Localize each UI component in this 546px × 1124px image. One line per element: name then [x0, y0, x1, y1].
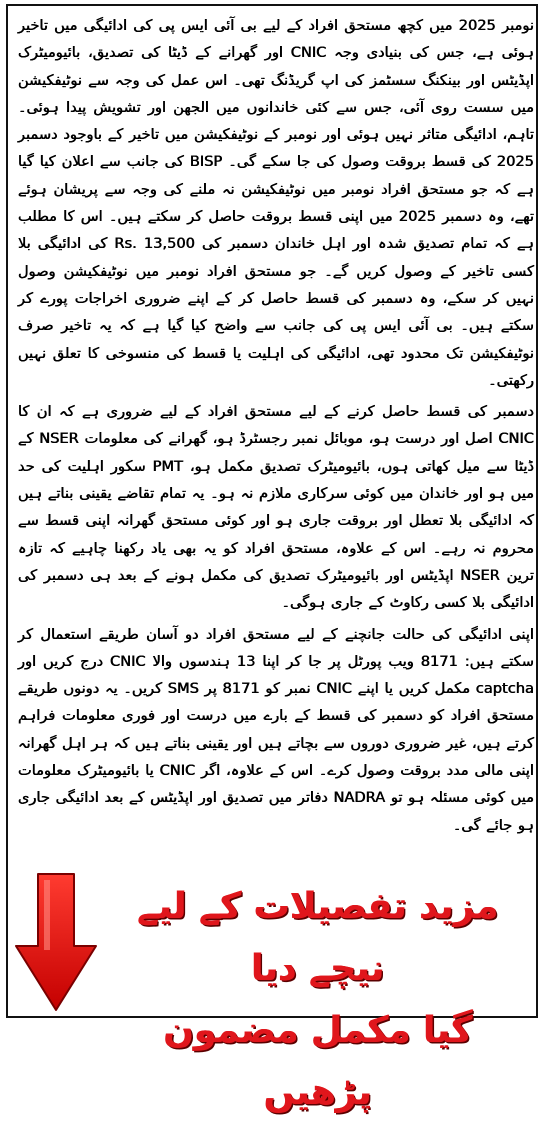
- down-arrow-icon: [14, 872, 98, 1012]
- read-more-line-2[interactable]: گیا مکمل مضمون پڑھیں: [163, 1010, 473, 1113]
- article-paragraph-2: دسمبر کی قسط حاصل کرنے کے لیے مستحق افراد کے لیے ضروری ہے کہ ان کا CNIC اصل اور درست ہو، موبائل نمبر رجسٹرڈ ہو، گھرانے کی معلومات NSER کے ڈیٹا سے میل کھاتی ہوں، بائیومیٹرک تصدیق مکمل ہو، PMT سکور اہلیت کی حد میں ہو اور خاندان میں کوئی سرکاری ملازم نہ ہو۔ یہ تمام تقاضے یقینی بناتے ہیں کہ ادائیگی بلا تعطل اور بروقت جاری ہو اور کوئی مستحق گھرانہ اپنی قسط سے محروم نہ رہے۔ اس کے علاوہ، مستحق افراد کو یہ بھی یاد رکھنا چاہیے کہ تازہ ترین NSER اپڈیٹس اور بائیومیٹرک تصدیق کی مکمل ہونے کے بعد ہی دسمبر کی ادائیگی بلا کسی رکاوٹ کے جاری ہوگی۔: [18, 403, 535, 612]
- read-more-banner[interactable]: [6, 872, 534, 1113]
- article-body: [18, 12, 534, 843]
- read-more-text[interactable]: [106, 876, 530, 1124]
- article-frame: [6, 4, 538, 1018]
- article-paragraph-3: اپنی ادائیگی کی حالت جانچنے کے لیے مستحق افراد دو آسان طریقے استعمال کر سکتے ہیں: 8171 ویب پورٹل پر جا کر اپنا 13 ہندسوں والا CNIC درج کریں اور captcha مکمل کریں یا اپنے CNIC نمبر کو 8171 پر SMS کریں۔ یہ دونوں طریقے مستحق افراد کو دسمبر کی قسط کے بارے میں درست اور فوری معلومات فراہم کرتے ہیں، غیر ضروری دوروں سے بچاتے ہیں اور یقینی بناتے ہیں کہ ہر اہل گھرانہ اپنی مالی مدد بروقت وصول کرے۔ اس کے علاوہ، اگر CNIC یا بائیومیٹرک معلومات میں کوئی مسئلہ ہو تو NADRA دفاتر میں تصدیق اور اپڈیٹس کے بعد ادائیگی جاری ہو جائے گی۔: [18, 625, 535, 834]
- article-paragraph-1: نومبر 2025 میں کچھ مستحق افراد کے لیے بی آئی ایس پی کی ادائیگی میں تاخیر ہوئی ہے، جس کی بنیادی وجہ CNIC اور گھرانے کے ڈیٹا کی تصدیق، بائیومیٹرک اپڈیٹس اور بینکنگ سسٹمز کی اپ گریڈنگ تھی۔ اس عمل کی وجہ سے نوٹیفکیشن میں سست روی آئی، جس سے کئی خاندانوں میں الجھن اور تشویش پیدا ہوئی۔ تاہم، ادائیگی متاثر نہیں ہوئی اور نومبر کے نوٹیفکیشن میں تاخیر کے باوجود دسمبر 2025 کی قسط بروقت وصول کی جا سکے گی۔ BISP کی جانب سے اعلان کیا گیا ہے کہ جو مستحق افراد نومبر میں نوٹیفکیشن نہ ملنے کی وجہ سے پریشان ہوئے تھے، وہ دسمبر 2025 میں اپنی قسط بروقت حاصل کر سکتے ہیں۔ اس کا مطلب ہے کہ تمام تصدیق شدہ اور اہل خاندان دسمبر کی Rs. 13,500 کی ادائیگی بلا کسی تاخیر کے وصول کریں گے۔ جو مستحق افراد نومبر میں نوٹیفکیشن وصول نہیں کر سکے، وہ دسمبر کی قسط حاصل کر کے اپنے ضروری اخراجات پورے کر سکتے ہیں۔ بی آئی ایس پی کی جانب سے واضح کیا گیا ہے کہ یہ تاخیر صرف نوٹیفکیشن تک محدود تھی، ادائیگی کی اہلیت یا قسط کی منسوخی کا تعلق نہیں رکھتی۔: [18, 17, 535, 389]
- read-more-line-1[interactable]: مزید تفصیلات کے لیے نیچے دیا: [137, 886, 499, 989]
